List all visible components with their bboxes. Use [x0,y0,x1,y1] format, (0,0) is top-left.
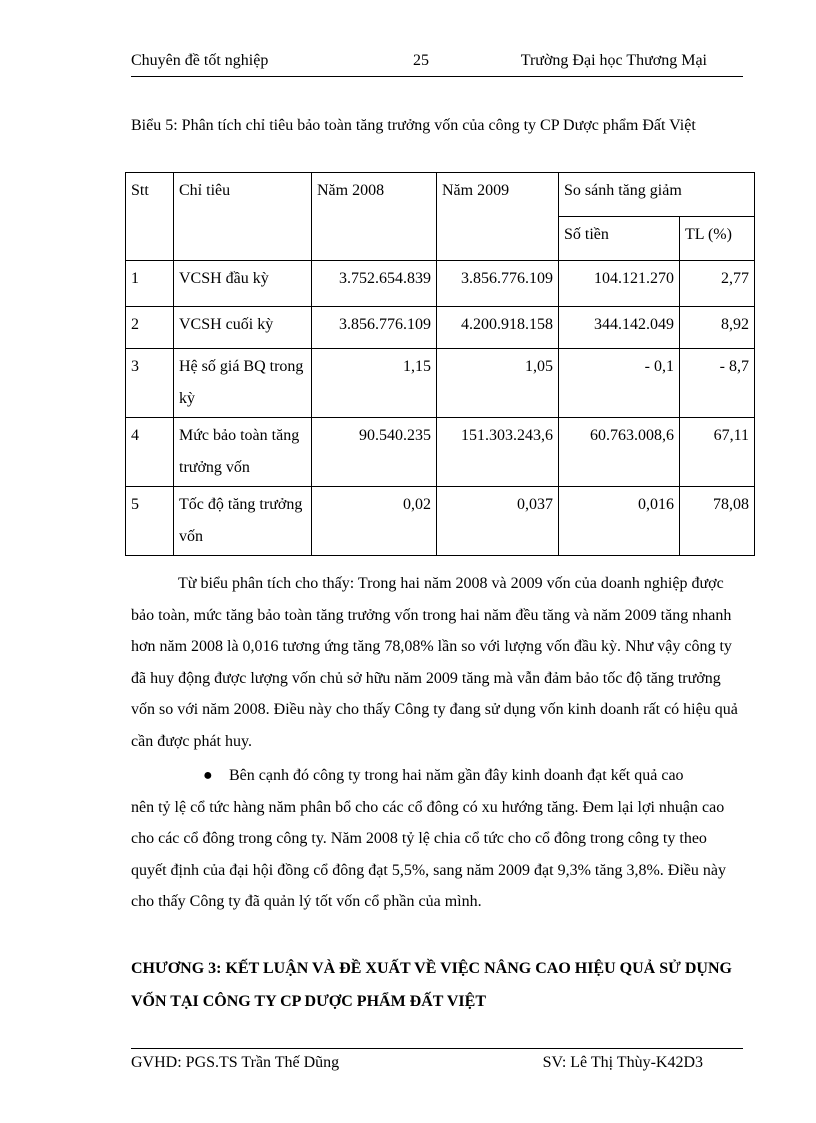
chapter-title: CHƯƠNG 3: KẾT LUẬN VÀ ĐỀ XUẤT VỀ VIỆC NÂNG CAO HIỆU QUẢ SỬ DỤNG VỐN TẠI CÔNG TY CP DƯỢC PHẨM ĐẤT VIỆT [131,960,732,1010]
footer-student: SV: Lê Thị Thùy-K42D3 [542,1054,703,1071]
header-right-text: Trường Đại học Thương Mại [520,52,707,69]
cell-label: VCSH cuối kỳ [174,307,312,349]
page-header [131,52,743,77]
cell-2009: 151.303.243,6 [437,418,559,487]
header-tl: TL (%) [680,217,755,261]
cell-stt: 1 [126,261,174,307]
cell-tl: - 8,7 [680,349,755,418]
footer-advisor: GVHD: PGS.TS Trần Thế Dũng [131,1054,340,1071]
cell-tl: 2,77 [680,261,755,307]
table-row [126,418,755,487]
cell-2008: 90.540.235 [312,418,437,487]
cell-tl: 67,11 [680,418,755,487]
cell-label: Tốc độ tăng trưởng vốn [174,487,312,556]
cell-2008: 3.752.654.839 [312,261,437,307]
table-row [126,307,755,349]
header-nam-2008: Năm 2008 [312,173,437,261]
cell-label: VCSH đầu kỳ [174,261,312,307]
analysis-paragraph: Từ biểu phân tích cho thấy: Trong hai năm 2008 và 2009 vốn của doanh nghiệp được bảo toàn, mức tăng bảo toàn tăng trưởng vốn trong hai năm đều tăng và năm 2009 tăng nhanh hơn năm 2008 là 0,016 tương ứng tăng 78,08% lần so với lượng vốn đầu kỳ. Như vậy công ty đã huy động được lượng vốn chủ sở hữu năm 2009 tăng mà vẫn đảm bảo tốc độ tăng trưởng vốn so với năm 2008. Điều này cho thấy Công ty đang sử dụng vốn kinh doanh rất có hiệu quả cần được phát huy. [131,575,738,750]
cell-stt: 5 [126,487,174,556]
cell-so-tien: 60.763.008,6 [559,418,680,487]
cell-2009: 0,037 [437,487,559,556]
cell-2008: 1,15 [312,349,437,418]
capital-preservation-table [125,172,755,556]
cell-stt: 2 [126,307,174,349]
cell-so-tien: 104.121.270 [559,261,680,307]
cell-label: Hệ số giá BQ trong kỳ [174,349,312,418]
table-row [126,349,755,418]
header-so-sanh: So sánh tăng giảm [559,173,755,217]
bullet-icon: ● [203,767,213,784]
header-left-text: Chuyên đề tốt nghiệp [131,52,269,69]
cell-tl: 8,92 [680,307,755,349]
cell-2008: 3.856.776.109 [312,307,437,349]
dividend-paragraph-lead: Bên cạnh đó công ty trong hai năm gần đây kinh doanh đạt kết quả cao [229,767,684,784]
cell-stt: 3 [126,349,174,418]
table-row [126,487,755,556]
dividend-paragraph-body: nên tỷ lệ cổ tức hàng năm phân bổ cho các cổ đông có xu hướng tăng. Đem lại lợi nhuận cao cho các cổ đông trong công ty. Năm 2008 tỷ lệ chia cổ tức cho cổ đông trong công ty theo quyết định của đại hội đồng cổ đông đạt 5,5%, sang năm 2009 đạt 9,3% tăng 3,8%. Điều này cho thấy Công ty đã quản lý tốt vốn cổ phần của mình. [131,798,726,911]
dividend-paragraph-first-line [131,760,743,792]
page-number: 25 [413,52,429,69]
cell-tl: 78,08 [680,487,755,556]
cell-so-tien: 344.142.049 [559,307,680,349]
header-so-tien: Số tiền [559,217,680,261]
cell-2009: 4.200.918.158 [437,307,559,349]
cell-2009: 1,05 [437,349,559,418]
header-stt: Stt [126,173,174,261]
cell-stt: 4 [126,418,174,487]
header-chi-tieu: Chỉ tiêu [174,173,312,261]
dividend-paragraph [131,760,743,918]
cell-so-tien: - 0,1 [559,349,680,418]
table-caption: Biểu 5: Phân tích chỉ tiêu bảo toàn tăng trưởng vốn của công ty CP Dược phẩm Đất Việt [131,117,696,134]
cell-2008: 0,02 [312,487,437,556]
header-nam-2009: Năm 2009 [437,173,559,261]
table-row [126,261,755,307]
cell-so-tien: 0,016 [559,487,680,556]
page-footer [131,1048,743,1078]
cell-2009: 3.856.776.109 [437,261,559,307]
cell-label: Mức bảo toàn tăng trưởng vốn [174,418,312,487]
